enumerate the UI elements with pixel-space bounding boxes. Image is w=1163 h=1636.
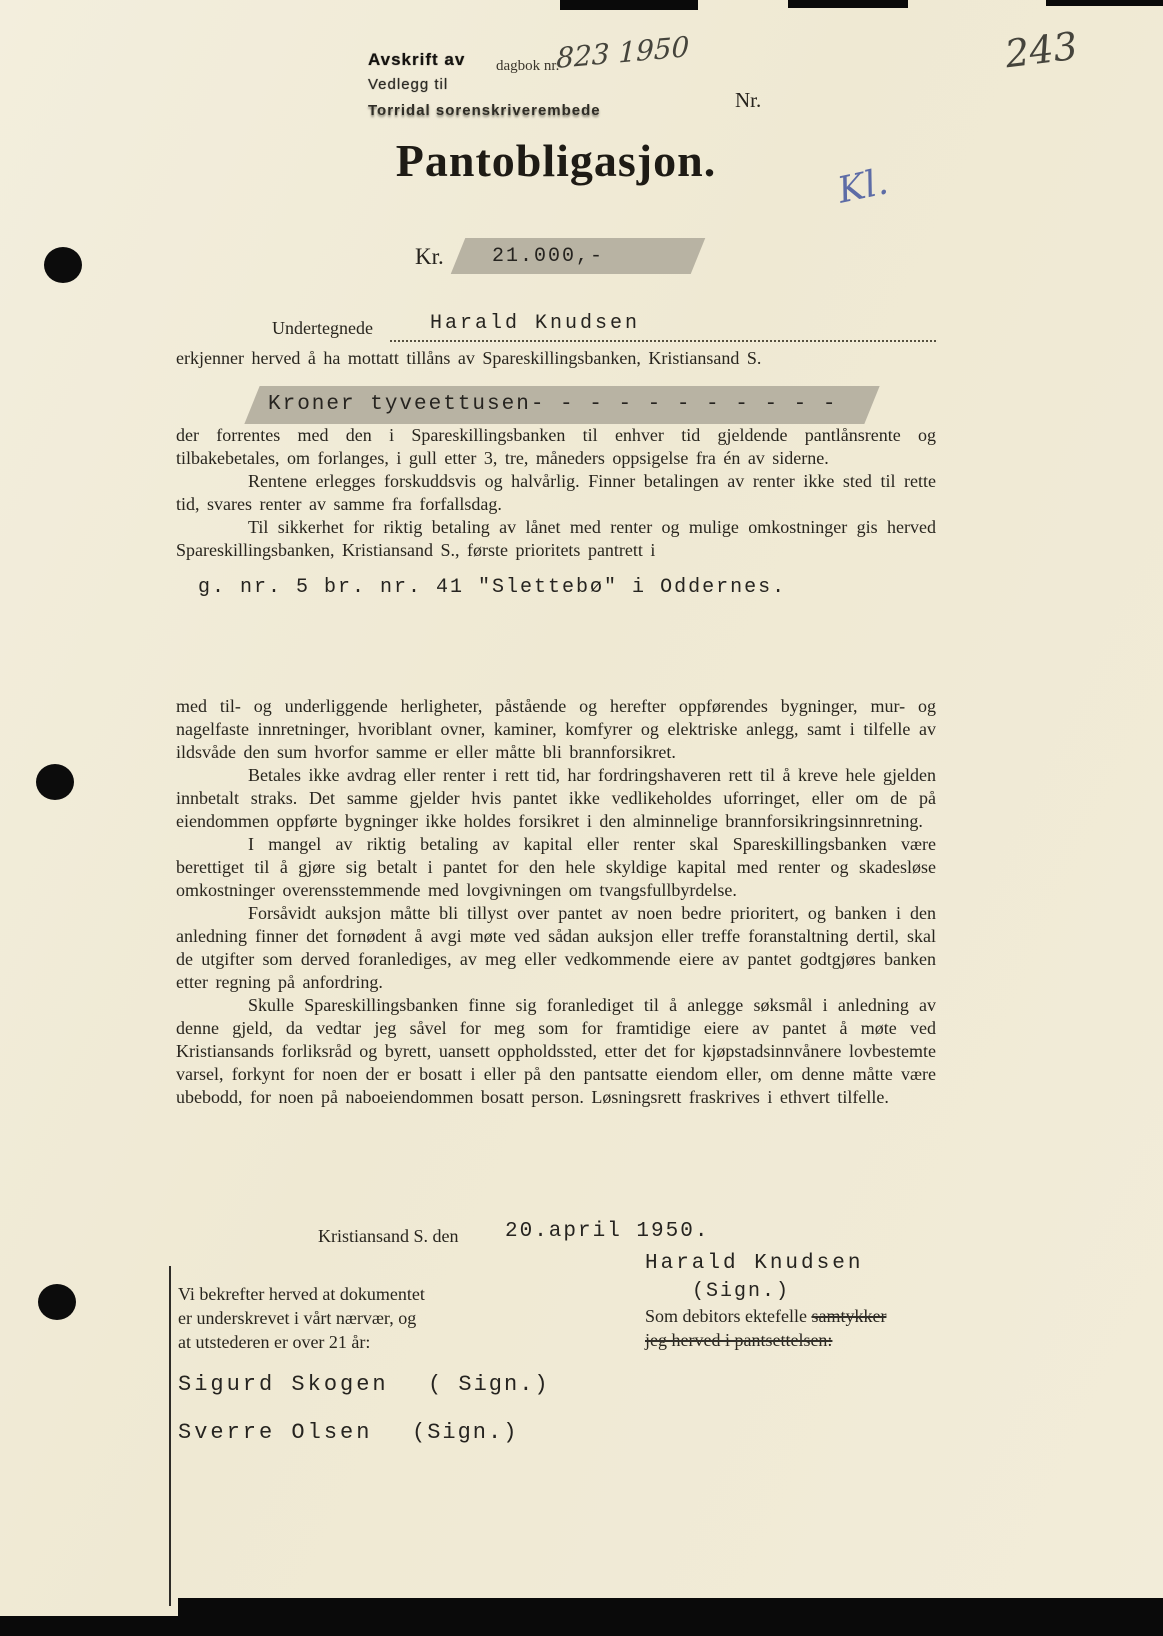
scan-edge-artifact bbox=[0, 1616, 1163, 1636]
body-paragraph: der forrentes med den i Spareskillingsbanken til enhver tid gjeldende pantlånsrente og tilbakebetales, om forlanges, i gull etter 3, tre, måneders oppsigelse fra én av siderne. bbox=[176, 425, 936, 468]
dagbok-label: dagbok nr. bbox=[496, 58, 560, 74]
dagbok-number-handwritten: 823 1950 bbox=[555, 30, 690, 75]
amount-highlight bbox=[458, 238, 698, 274]
spouse-consent-text: Som debitors ektefelle bbox=[645, 1306, 812, 1326]
undertegnede-label: Undertegnede bbox=[272, 318, 373, 338]
page-number-handwritten: 243 bbox=[1002, 23, 1080, 77]
stamp-vedlegg: Vedlegg til bbox=[368, 76, 449, 93]
amount-currency-label: Kr. bbox=[415, 244, 444, 269]
witness-statement bbox=[178, 1282, 425, 1354]
signature-dotted-line bbox=[390, 340, 936, 342]
spouse-consent-struck-text: samtykker bbox=[811, 1306, 887, 1326]
stamp-avskrift: Avskrift av bbox=[368, 50, 466, 69]
scan-edge-artifact bbox=[560, 0, 698, 10]
stamp-office: Torridal sorenskriverembede bbox=[368, 102, 601, 119]
punch-hole bbox=[36, 764, 74, 800]
witness-statement-line: at utstederen er over 21 år: bbox=[178, 1332, 371, 1352]
property-description-typed: g. nr. 5 br. nr. 41 "Slettebø" i Oddernes. bbox=[198, 576, 787, 599]
witness-sign-label: (Sign.) bbox=[412, 1420, 519, 1445]
debtor-name-typed: Harald Knudsen bbox=[430, 312, 641, 335]
date-typed: 20.april 1950. bbox=[505, 1220, 710, 1243]
witness-statement-line: Vi bekrefter herved at dokumentet bbox=[178, 1284, 425, 1304]
handwritten-initials: Kl. bbox=[834, 161, 892, 212]
witness-sign-label: ( Sign.) bbox=[428, 1372, 550, 1397]
body-text-column bbox=[176, 424, 936, 1109]
intro-line: erkjenner herved å ha mottatt tillåns av Spareskillingsbanken, Kristiansand S. bbox=[176, 348, 762, 368]
punch-hole bbox=[44, 247, 82, 283]
body-paragraph: Rentene erlegges forskuddsvis og halvårlig. Finner betalingen av renter ikke sted til rette tid, svares renter av samme fra forfallsdag. bbox=[176, 471, 936, 514]
witness-signature: Sigurd Skogen bbox=[178, 1372, 389, 1397]
spouse-consent-line1 bbox=[645, 1306, 886, 1327]
debtor-signature: Harald Knudsen bbox=[645, 1252, 864, 1275]
document-title: Pantobligasjon. bbox=[395, 135, 717, 186]
witness-signature: Sverre Olsen bbox=[178, 1420, 373, 1445]
spouse-consent-line2-struck: jeg herved i pantsettelsen: bbox=[645, 1330, 833, 1350]
witness-statement-line: er underskrevet i vårt nærvær, og bbox=[178, 1308, 417, 1328]
body-paragraph: I mangel av riktig betaling av kapital eller renter skal Spareskillingsbanken være berettiget til å gjøre sig betalt i pantet for den hele skyldige kapital med renter og skadesløse omkostninger overensstemmende med lovgivningen om tvangsfullbyrdelse. bbox=[176, 834, 936, 900]
scan-edge-artifact bbox=[1046, 0, 1163, 6]
punch-hole bbox=[38, 1284, 76, 1320]
fold-line-artifact bbox=[169, 1266, 171, 1606]
body-paragraph: Forsåvidt auksjon måtte bli tillyst over pantet av noen bedre prioritert, og banken i den anledning finner det fornødent å avgi møte ved sådan auksjon eller treffe foranstaltning dertil, skal de utgifter som derved foranlediges, av meg eller vedkommende eiere av pantet godtgjøres banken etter regning på anfordring. bbox=[176, 903, 936, 992]
body-paragraph: Til sikkerhet for riktig betaling av lånet med renter og mulige omkostninger gis herved Spareskillingsbanken, Kristiansand S., første prioritets pantrett i bbox=[176, 517, 936, 560]
body-paragraph: Betales ikke avdrag eller renter i rett tid, har fordringshaveren rett til å kreve hele gjelden innbetalt straks. Det samme gjelder hvis pantet ikke vedlikeholdes uforringet, eller om de på eiendommen oppførte bygninger ikke holdes forsikret i den alminnelige brannforsikringsinnretning. bbox=[176, 765, 936, 831]
amount-words-highlight bbox=[252, 386, 872, 424]
scan-edge-artifact bbox=[788, 0, 908, 8]
amount-value: 21.000,- bbox=[492, 245, 605, 268]
amount-in-words: Kroner tyveettusen- - - - - - - - - - - bbox=[268, 393, 838, 416]
debtor-sign-label: (Sign.) bbox=[692, 1280, 791, 1303]
place-date-label: Kristiansand S. den bbox=[318, 1226, 459, 1246]
body-paragraph: med til- og underliggende herligheter, påstående og herefter oppførendes bygninger, mur- og nagelfaste innretninger, hvoriblant ovner, kaminer, komfyrer og elektriske anlegg, samt i tilfelle av ildsvåde den sum hvorfor samme er eller måtte bli brannforsikret. bbox=[176, 696, 936, 762]
nr-label: Nr. bbox=[735, 88, 762, 112]
body-paragraph: Skulle Spareskillingsbanken finne sig foranlediget til å anlegge søksmål i anledning av denne gjeld, da vedtar jeg såvel for meg som for framtidige eiere av pantet å møte ved Kristiansands forliksråd og byrett, uansett oppholdssted, etter det for kjøpstadsinnvånere lovbestemte varsel, forkynt for noen der er bosatt i eller på den pantsatte eiendom eller, om denne måtte være ubebodd, for noen på naboeiendommen bosatt person. Løsningsrett fraskrives i ethvert tilfelle. bbox=[176, 995, 936, 1107]
